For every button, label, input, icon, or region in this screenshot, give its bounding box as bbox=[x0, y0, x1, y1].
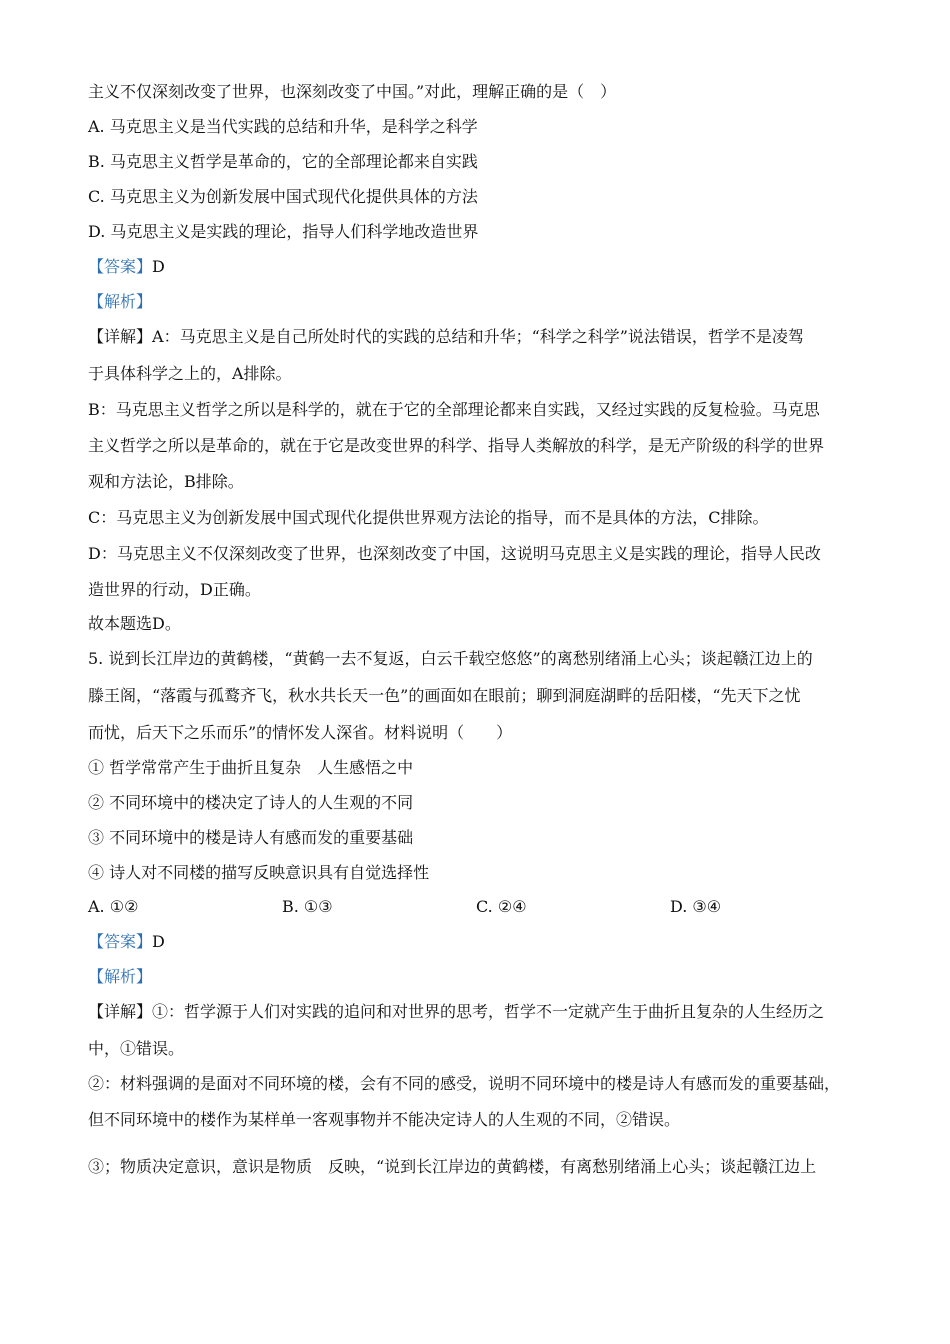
answer-tag: 【答案】 bbox=[88, 257, 153, 276]
question-4-answer bbox=[88, 255, 868, 279]
question-4-detail-line bbox=[88, 325, 868, 349]
question-5-detail-line: 但不同环境中的楼作为某样单一客观事物并不能决定诗人的人生观的不同，②错误。 bbox=[88, 1110, 681, 1129]
question-5-analysis-heading bbox=[88, 965, 868, 989]
detail-tag: 【详解】 bbox=[88, 327, 153, 346]
question-4-detail-line: C：马克思主义为创新发展中国式现代化提供世界观方法论的指导，而不是具体的方法，C排除。 bbox=[88, 508, 769, 527]
question-4-detail-line: B：马克思主义哲学之所以是科学的，就在于它的全部理论都来自实践，又经过实践的反复检验。马克思 bbox=[88, 400, 820, 419]
question-5-detail-line: ③；物质决定意识，意识是物质 反映，“说到长江岸边的黄鹤楼，有离愁别绪涌上心头；谈起赣江边上 bbox=[88, 1157, 817, 1176]
question-5-item: ② 不同环境中的楼决定了诗人的人生观的不同 bbox=[88, 793, 414, 812]
question-4-detail-line: 于具体科学之上的，A排除。 bbox=[88, 364, 292, 383]
question-4-detail-line: 造世界的行动，D正确。 bbox=[88, 580, 261, 599]
question-5-stem: 滕王阁，“落霞与孤鹜齐飞，秋水共长天一色”的画面如在眼前；聊到洞庭湖畔的岳阳楼，“先天下之忧 bbox=[88, 686, 801, 705]
option-c: C. ②④ bbox=[476, 897, 527, 916]
question-4-option-a: A. 马克思主义是当代实践的总结和升华，是科学之科学 bbox=[88, 117, 478, 136]
question-4-option-d: D. 马克思主义是实践的理论，指导人们科学地改造世界 bbox=[88, 222, 479, 241]
question-5-options bbox=[88, 895, 868, 919]
question-5-item: ④ 诗人对不同楼的描写反映意识具有自觉选择性 bbox=[88, 863, 430, 882]
question-4-analysis-heading bbox=[88, 290, 868, 314]
question-5-answer bbox=[88, 930, 868, 954]
analysis-tag: 【解析】 bbox=[88, 967, 153, 986]
question-5-item: ③ 不同环境中的楼是诗人有感而发的重要基础 bbox=[88, 828, 414, 847]
question-4-stem-end: 主义不仅深刻改变了世界，也深刻改变了中国。”对此，理解正确的是（ ） bbox=[88, 82, 617, 101]
option-b: B. ①③ bbox=[282, 897, 333, 916]
question-5-stem: 而忧，后天下之乐而乐”的情怀发人深省。材料说明（ ） bbox=[88, 723, 513, 742]
option-d: D. ③④ bbox=[670, 897, 722, 916]
detail-text: ①：哲学源于人们对实践的追问和对世界的思考，哲学不一定就产生于曲折且复杂的人生经历之 bbox=[152, 1002, 825, 1021]
question-5-detail-line: ②：材料强调的是面对不同环境的楼，会有不同的感受，说明不同环境中的楼是诗人有感而发的重要基础， bbox=[88, 1074, 841, 1093]
question-4-option-c: C. 马克思主义为创新发展中国式现代化提供具体的方法 bbox=[88, 187, 478, 206]
question-4-option-b: B. 马克思主义哲学是革命的，它的全部理论都来自实践 bbox=[88, 152, 478, 171]
detail-text: A：马克思主义是自己所处时代的实践的总结和升华；“科学之科学”说法错误，哲学不是凌驾 bbox=[152, 327, 804, 346]
analysis-tag: 【解析】 bbox=[88, 292, 153, 311]
question-4-detail-line: D：马克思主义不仅深刻改变了世界，也深刻改变了中国，这说明马克思主义是实践的理论，指导人民改 bbox=[88, 544, 821, 563]
question-4-conclusion: 故本题选D。 bbox=[88, 614, 181, 633]
answer-value: D bbox=[152, 257, 165, 276]
question-5-item: ① 哲学常常产生于曲折且复杂 人生感悟之中 bbox=[88, 758, 414, 777]
detail-tag: 【详解】 bbox=[88, 1002, 153, 1021]
answer-tag: 【答案】 bbox=[88, 932, 153, 951]
option-a: A. ①② bbox=[88, 897, 139, 916]
question-4-detail-line: 主义哲学之所以是革命的，就在于它是改变世界的科学、指导人类解放的科学，是无产阶级的科学的世界 bbox=[88, 436, 825, 455]
question-5-detail-line bbox=[88, 1000, 868, 1024]
answer-value: D bbox=[152, 932, 165, 951]
question-5-detail-line: 中，①错误。 bbox=[88, 1039, 185, 1058]
question-5-stem: 5. 说到长江岸边的黄鹤楼，“黄鹤一去不复返，白云千载空悠悠”的离愁别绪涌上心头；谈起赣江边上的 bbox=[88, 649, 813, 668]
question-4-detail-line: 观和方法论，B排除。 bbox=[88, 472, 244, 491]
